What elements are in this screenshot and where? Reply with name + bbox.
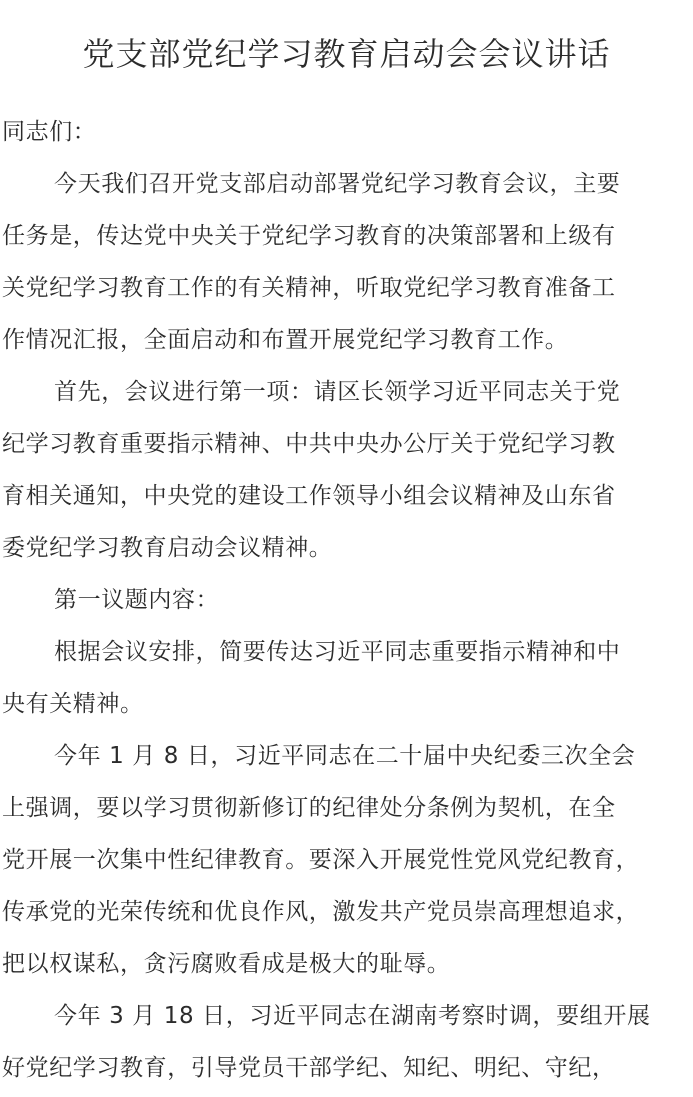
document-title: 党支部党纪学习教育启动会会议讲话 [82,35,611,73]
body-line: 任务是，传达党中央关于党纪学习教育的决策部署和上级有 [2,223,616,249]
body-line: 传承党的光荣传统和优良作风，激发共产党员崇高理想追求， [2,899,640,925]
body-line: 今天我们召开党支部启动部署党纪学习教育会议，主要 [54,171,621,197]
body-line: 育相关通知，中央党的建设工作领导小组会议精神及山东省 [2,483,616,509]
body-line: 根据会议安排，简要传达习近平同志重要指示精神和中 [54,639,621,665]
body-line: 好党纪学习教育，引导党员干部学纪、知纪、明纪、守纪， [2,1055,616,1081]
body-line: 关党纪学习教育工作的有关精神，听取党纪学习教育准备工 [2,275,616,301]
body-line: 央有关精神。 [2,691,144,717]
body-line: 党开展一次集中性纪律教育。要深入开展党性党风党纪教育， [2,847,640,873]
body-line: 首先，会议进行第一项：请区长领学习近平同志关于党 [54,379,621,405]
body-line: 同志们： [2,119,97,145]
body-line: 今年 3 月 18 日，习近平同志在湖南考察时调，要组开展 [54,1003,651,1029]
body-line: 第一议题内容： [54,587,220,613]
document-body [2,106,693,1094]
body-line: 上强调，要以学习贯彻新修订的纪律处分条例为契机，在全 [2,795,616,821]
body-line: 纪学习教育重要指示精神、中共中央办公厅关于党纪学习教 [2,431,616,457]
body-line: 委党纪学习教育启动会议精神。 [2,535,333,561]
body-line: 今年 1 月 8 日，习近平同志在二十届中央纪委三次全会 [54,743,636,769]
body-line: 把以权谋私，贪污腐败看成是极大的耻辱。 [2,951,451,977]
body-line: 作情况汇报，全面启动和布置开展党纪学习教育工作。 [2,327,569,353]
